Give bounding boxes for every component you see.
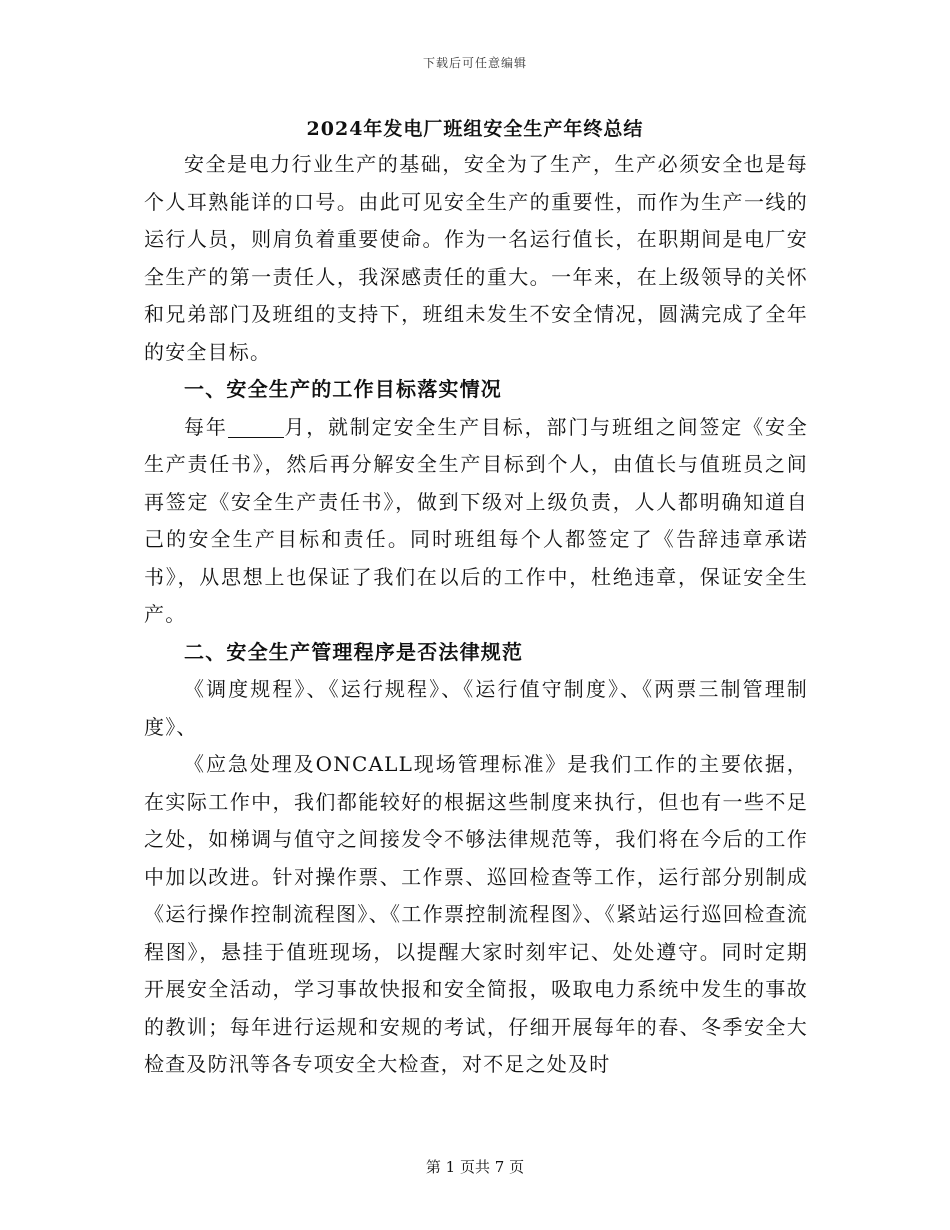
- section-1-heading: 一、安全生产的工作目标落实情况: [184, 377, 502, 401]
- header-note: 下载后可任意编辑: [422, 56, 527, 70]
- fill-in-blank: [228, 417, 284, 438]
- section-1-text-before-blank: 每年: [184, 414, 228, 439]
- document-body: [144, 146, 808, 1084]
- page-number: 第 1 页共 7 页: [425, 1158, 525, 1176]
- section-2-paragraph-2: 《应急处理及ONCALL现场管理标准》是我们工作的主要依据，在实际工作中，我们都能较好的根据这些制度来执行，但也有一些不足之处，如梯调与值守之间接发令不够法律规范等，我们将在今后的工作中加以改进。针对操作票、工作票、巡回检查等工作，运行部分别制成《运行操作控制流程图》、《工作票控制流程图》、《紧站运行巡回检查流程图》，悬挂于值班现场，以提醒大家时刻牢记、处处遵守。同时定期开展安全活动，学习事故快报和安全简报，吸取电力系统中发生的事故的教训；每年进行运规和安规的考试，仔细开展每年的春、冬季安全大检查及防汛等各专项安全大检查，对不足之处及时: [144, 752, 808, 1076]
- section-1-paragraph: [144, 409, 808, 634]
- intro-paragraph: 安全是电力行业生产的基础，安全为了生产，生产必须安全也是每个人耳熟能详的口号。由此可见安全生产的重要性，而作为生产一线的运行人员，则肩负着重要使命。作为一名运行值长，在职期间是电厂安全生产的第一责任人，我深感责任的重大。一年来，在上级领导的关怀和兄弟部门及班组的支持下，班组未发生不安全情况，圆满完成了全年的安全目标。: [144, 152, 808, 364]
- document-title: 2024年发电厂班组安全生产年终总结: [306, 118, 644, 140]
- section-1-text-after-blank: 月，就制定安全生产目标，部门与班组之间签定《安全生产责任书》，然后再分解安全生产目标到个人，由值长与值班员之间再签定《安全生产责任书》，做到下级对上级负责，人人都明确知道自己的安全生产目标和责任。同时班组每个人都签定了《告辞违章承诺书》，从思想上也保证了我们在以后的工作中，杜绝违章，保证安全生产。: [144, 414, 808, 626]
- section-2-paragraph-1: 《调度规程》、《运行规程》、《运行值守制度》、《两票三制管理制度》、: [144, 677, 808, 739]
- section-2-heading: 二、安全生产管理程序是否法律规范: [184, 639, 524, 664]
